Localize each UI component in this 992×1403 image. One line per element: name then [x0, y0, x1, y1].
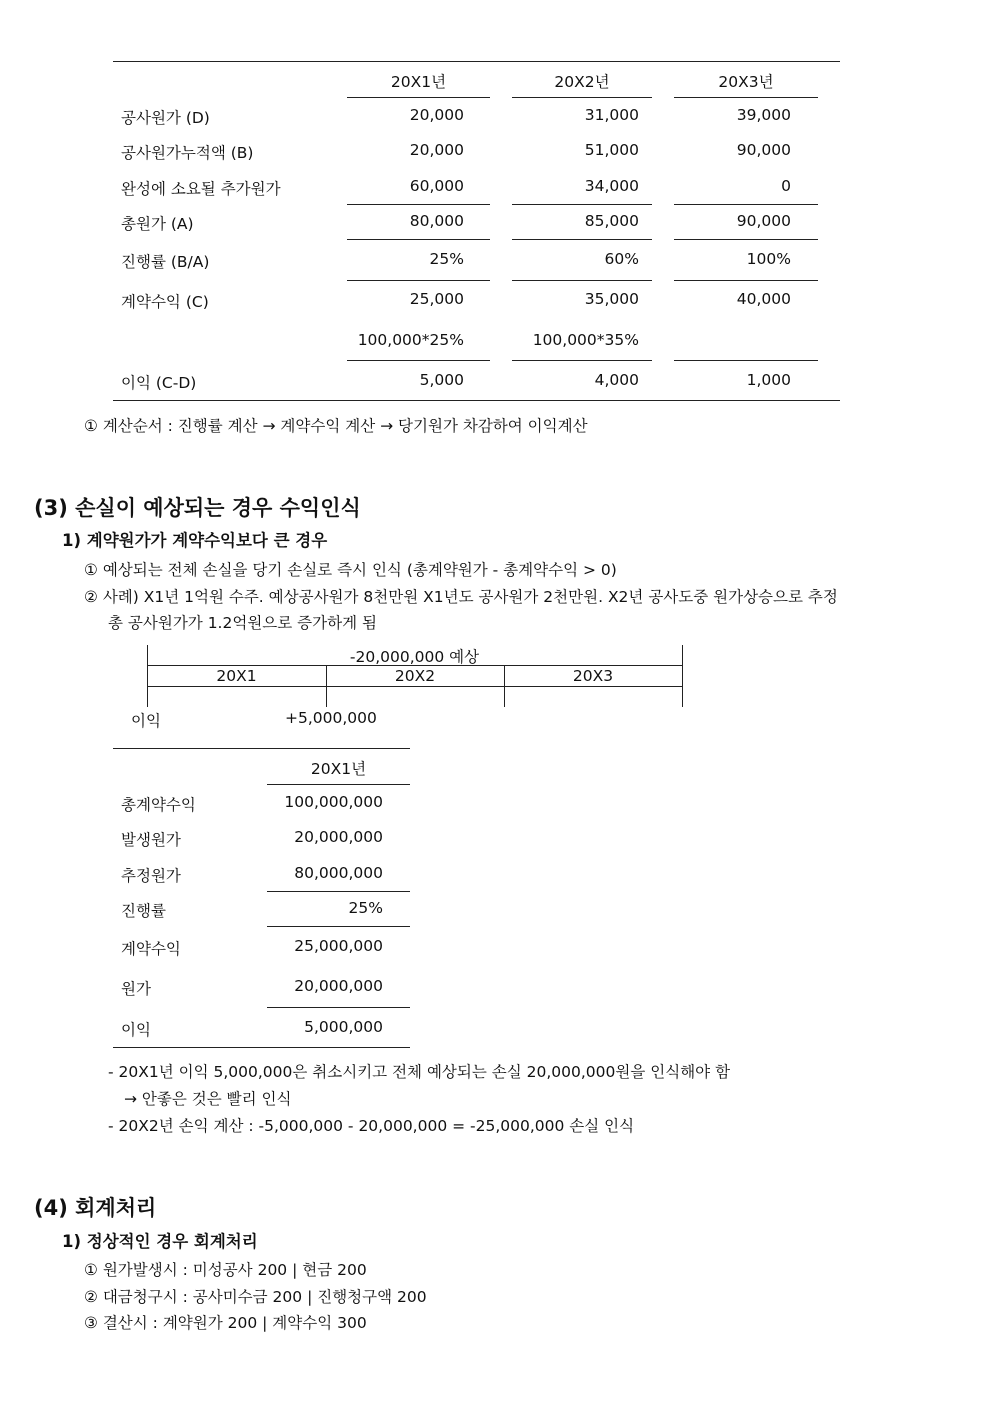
timeline-year-20x1: 20X1: [216, 667, 257, 685]
cell-value: 40,000: [736, 290, 791, 308]
subtotal-rule: [674, 204, 818, 205]
row-rule: [347, 280, 490, 281]
column-header-20x1: 20X1년: [310, 760, 367, 778]
cell-value: 25%: [429, 250, 464, 268]
subsection-title: 1) 정상적인 경우 회계처리: [62, 1232, 258, 1251]
list-item: ① 원가발생시 : 미성공사 200 | 현금 200: [84, 1261, 367, 1279]
cell-value: 4,000: [594, 371, 639, 389]
cell-value: 25%: [348, 899, 383, 917]
cell-value: 35,000: [584, 290, 639, 308]
cell-value: 20,000: [409, 141, 464, 159]
list-item: ② 사례) X1년 1억원 수주. 예상공사원가 8천만원 X1년도 공사원가 2천만원. X2년 공사도중 원가상승으로 추정: [84, 588, 838, 606]
timeline-rule: [147, 665, 682, 666]
column-header-20x2: 20X2년: [554, 73, 610, 91]
table-bottom-rule: [113, 1047, 410, 1048]
formula-value: 100,000*25%: [357, 331, 464, 349]
cell-value: 20,000,000: [294, 977, 383, 995]
row-label: 이익 (C-D): [121, 374, 197, 392]
column-header-20x3: 20X3년: [718, 73, 774, 91]
row-label: 계약수익 (C): [121, 293, 209, 311]
list-item: ② 대금청구시 : 공사미수금 200 | 진행청구액 200: [84, 1288, 427, 1306]
row-rule: [674, 280, 818, 281]
subtotal-rule: [512, 204, 652, 205]
cell-value: 100%: [746, 250, 791, 268]
row-rule: [267, 891, 410, 892]
column-header-20x1: 20X1년: [390, 73, 447, 91]
cell-value: 60%: [604, 250, 639, 268]
timeline-right-edge: [682, 645, 683, 707]
row-rule: [347, 360, 490, 361]
header-rule: [674, 97, 818, 98]
timeline-rule: [147, 686, 682, 687]
row-rule: [512, 239, 652, 240]
note-line: → 안좋은 것은 빨리 인식: [124, 1090, 292, 1108]
cell-value: 90,000: [736, 212, 791, 230]
profit-value: +5,000,000: [285, 709, 377, 727]
header-rule: [512, 97, 652, 98]
cell-value: 90,000: [736, 141, 791, 159]
subsection-title: 1) 계약원가가 계약수익보다 큰 경우: [62, 531, 328, 550]
table-top-rule: [113, 748, 410, 749]
note-line: - 20X2년 손익 계산 : -5,000,000 - 20,000,000 = -25,000,000 손실 인식: [108, 1117, 635, 1135]
row-label: 진행률: [121, 902, 166, 920]
cell-value: 25,000: [409, 290, 464, 308]
cell-value: 60,000: [409, 177, 464, 195]
row-rule: [267, 926, 410, 927]
note-line: - 20X1년 이익 5,000,000은 취소시키고 전체 예상되는 손실 20,000,000원을 인식해야 함: [108, 1063, 731, 1081]
list-item: ① 예상되는 전체 손실을 당기 손실로 즉시 인식 (총계약원가 - 총계약수익 > 0): [84, 561, 617, 579]
row-rule: [512, 360, 652, 361]
cell-value: 85,000: [584, 212, 639, 230]
cell-value: 5,000,000: [304, 1018, 383, 1036]
list-item: ③ 결산시 : 계약원가 200 | 계약수익 300: [84, 1314, 367, 1332]
cell-value: 51,000: [584, 141, 639, 159]
cell-value: 80,000,000: [294, 864, 383, 882]
expected-loss-label: -20,000,000 예상: [349, 648, 480, 666]
row-label: 발생원가: [121, 831, 181, 849]
cell-value: 80,000: [409, 212, 464, 230]
cell-value: 31,000: [584, 106, 639, 124]
cell-value: 0: [781, 177, 791, 195]
section-title-accounting: (4) 회계처리: [34, 1196, 157, 1220]
row-label: 진행률 (B/A): [121, 253, 210, 271]
row-label: 이익: [121, 1021, 151, 1039]
header-rule: [267, 784, 410, 785]
cell-value: 1,000: [746, 371, 791, 389]
calculation-order-note: ① 계산순서 : 진행률 계산 → 계약수익 계산 → 당기원가 차감하여 이익계산: [84, 417, 588, 435]
row-rule: [347, 239, 490, 240]
table-bottom-rule: [113, 400, 840, 401]
cell-value: 39,000: [736, 106, 791, 124]
row-label: 총원가 (A): [121, 215, 194, 233]
row-label: 공사원가 (D): [121, 109, 210, 127]
timeline-year-20x2: 20X2: [394, 667, 436, 685]
row-label: 원가: [121, 980, 151, 998]
list-item-continuation: 총 공사원가가 1.2억원으로 증가하게 됨: [108, 614, 377, 632]
row-label: 완성에 소요될 추가원가: [121, 180, 281, 198]
row-rule: [267, 1007, 410, 1008]
row-rule: [512, 280, 652, 281]
row-label: 계약수익: [121, 940, 181, 958]
table-top-rule: [113, 61, 840, 62]
row-rule: [674, 239, 818, 240]
cell-value: 25,000,000: [294, 937, 383, 955]
row-label: 공사원가누적액 (B): [121, 144, 254, 162]
cell-value: 100,000,000: [284, 793, 383, 811]
formula-value: 100,000*35%: [532, 331, 639, 349]
cell-value: 20,000,000: [294, 828, 383, 846]
profit-label: 이익: [131, 712, 161, 730]
cell-value: 20,000: [409, 106, 464, 124]
row-rule: [674, 360, 818, 361]
header-rule: [347, 97, 490, 98]
timeline-divider: [326, 665, 327, 707]
timeline-year-20x3: 20X3: [572, 667, 614, 685]
row-label: 총계약수익: [121, 796, 196, 814]
subtotal-rule: [347, 204, 490, 205]
row-label: 추정원가: [121, 867, 181, 885]
cell-value: 34,000: [584, 177, 639, 195]
cell-value: 5,000: [419, 371, 464, 389]
section-title-loss-recognition: (3) 손실이 예상되는 경우 수익인식: [34, 496, 361, 520]
timeline-divider: [504, 665, 505, 707]
